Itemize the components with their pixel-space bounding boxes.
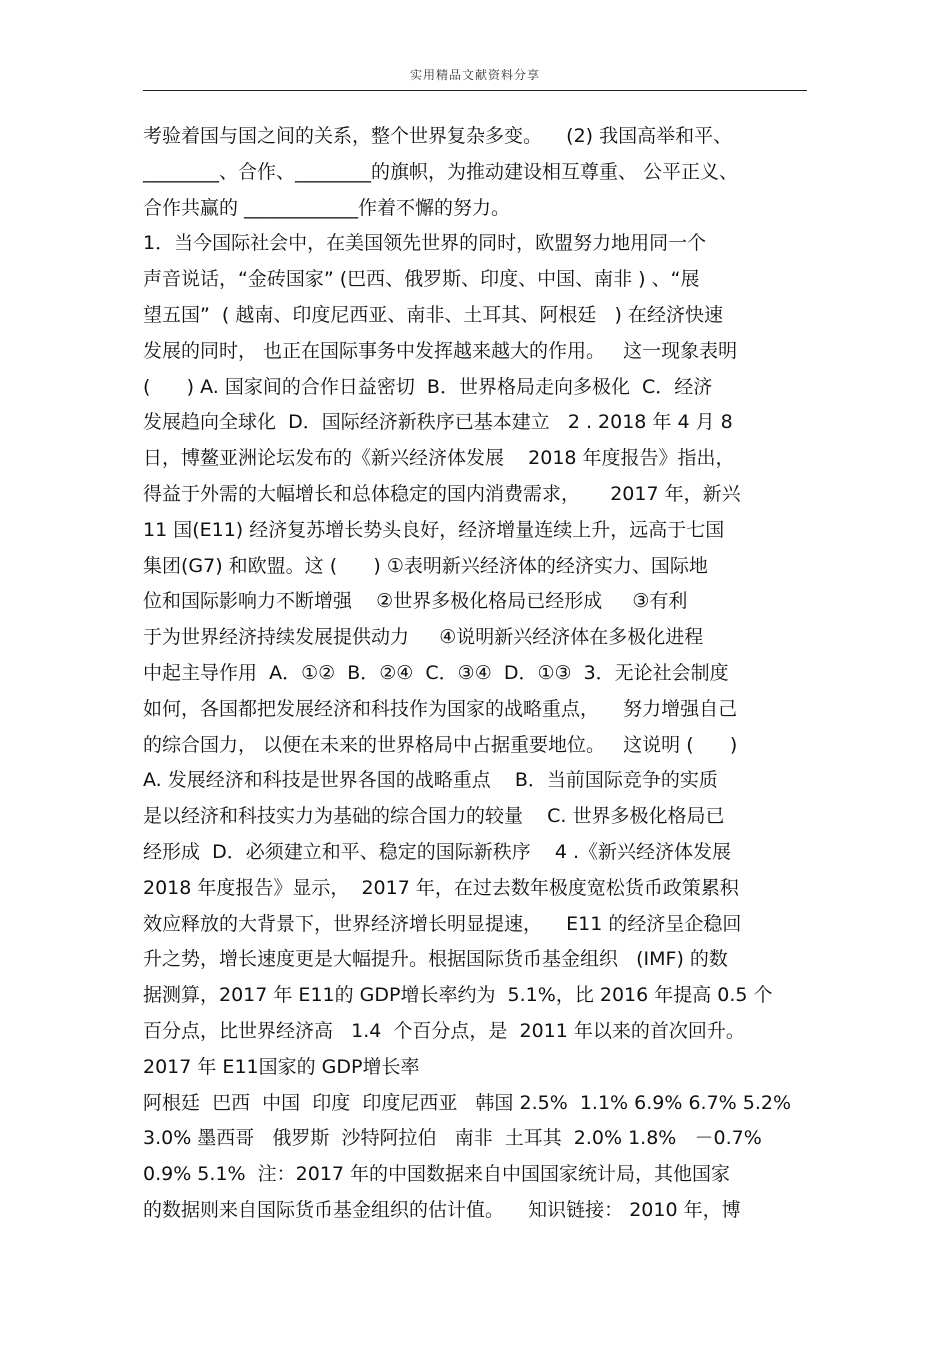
text-line: ________、合作、________的旗帜，为推动建设相互尊重、 公平正义、 — [143, 160, 739, 183]
text-line: 声音说话，“金砖国家” (巴西、俄罗斯、印度、中国、南非 ) 、“展 — [143, 268, 700, 291]
text-line: 位和国际影响力不断增强 ②世界多极化格局已经形成 ③有利 — [143, 590, 688, 613]
table-caption: 2017 年 E11国家的 GDP增长率 — [143, 1055, 420, 1078]
text-line: 2018 年度报告》显示， 2017 年，在过去数年极度宽松货币政策累积 — [143, 876, 739, 899]
text-line: 0.9% 5.1% 注：2017 年的中国数据来自中国国家统计局，其他国家 — [143, 1163, 731, 1186]
text-line: 1．当今国际社会中，在美国领先世界的同时，欧盟努力地用同一个 — [143, 232, 707, 255]
table-data-line: 3.0% 墨西哥 俄罗斯 沙特阿拉伯 南非 土耳其 2.0% 1.8% －0.7% — [143, 1127, 762, 1150]
text-line: 是以经济和科技实力为基础的综合国力的较量 C. 世界多极化格局已 — [143, 805, 725, 828]
text-line: 望五国” ( 越南、印度尼西亚、南非、土耳其、阿根廷 ) 在经济快速 — [143, 303, 723, 326]
text-line: 合作共赢的 ____________作着不懈的努力。 — [143, 196, 511, 219]
text-line: 的数据则来自国际货币基金组织的估计值。 知识链接： 2010 年，博 — [143, 1198, 741, 1221]
text-line: 得益于外需的大幅增长和总体稳定的国内消费需求， 2017 年，新兴 — [143, 482, 741, 505]
text-line: 集团(G7) 和欧盟。这 ( ) ①表明新兴经济体的经济实力、国际地 — [143, 554, 708, 577]
text-line: 11 国(E11) 经济复苏增长势头良好，经济增量连续上升，远高于七国 — [143, 518, 725, 541]
text-line: 中起主导作用 A．①② B．②④ C．③④ D．①③ 3．无论社会制度 — [143, 661, 729, 684]
text-line: A. 发展经济和科技是世界各国的战略重点 B．当前国际竞争的实质 — [143, 769, 718, 792]
text-line: 升之势，增长速度更是大幅提升。根据国际货币基金组织 (IMF) 的数 — [143, 948, 728, 971]
text-line: 发展的同时， 也正在国际事务中发挥越来越大的作用。 这一现象表明 — [143, 339, 738, 362]
text-line: 效应释放的大背景下，世界经济增长明显提速， E11 的经济呈企稳回 — [143, 912, 742, 935]
text-line: ( ) A. 国家间的合作日益密切 B．世界格局走向多极化 C．经济 — [143, 375, 713, 398]
text-line: 的综合国力， 以便在未来的世界格局中占据重要地位。 这说明 ( ) — [143, 733, 738, 756]
text-line: 考验着国与国之间的关系，整个世界复杂多变。 (2) 我国高举和平、 — [143, 125, 733, 147]
document-body — [143, 119, 843, 1229]
text-line: 于为世界经济持续发展提供动力 ④说明新兴经济体在多极化进程 — [143, 626, 704, 649]
page-header-title: 实用精品文献资料分享 — [409, 68, 540, 82]
text-line: 发展趋向全球化 D．国际经济新秩序已基本建立 2 . 2018 年 4 月 8 — [143, 411, 733, 434]
text-line: 据测算，2017 年 E11的 GDP增长率约为 5.1%，比 2016 年提高 0.5 个 — [143, 984, 773, 1007]
table-data-line: 阿根廷 巴西 中国 印度 印度尼西亚 韩国 2.5% 1.1% 6.9% 6.7% 5.2% — [143, 1091, 792, 1114]
text-line: 百分点，比世界经济高 1.4 个百分点，是 2011 年以来的首次回升。 — [143, 1019, 745, 1042]
text-line: 如何，各国都把发展经济和科技作为国家的战略重点， 努力增强自己 — [143, 697, 738, 720]
text-line: 经形成 D．必须建立和平、稳定的国际新秩序 4 .《新兴经济体发展 — [143, 840, 732, 863]
text-line: 日，博鳌亚洲论坛发布的《新兴经济体发展 2018 年度报告》指出， — [143, 447, 735, 470]
header-divider — [143, 90, 807, 91]
